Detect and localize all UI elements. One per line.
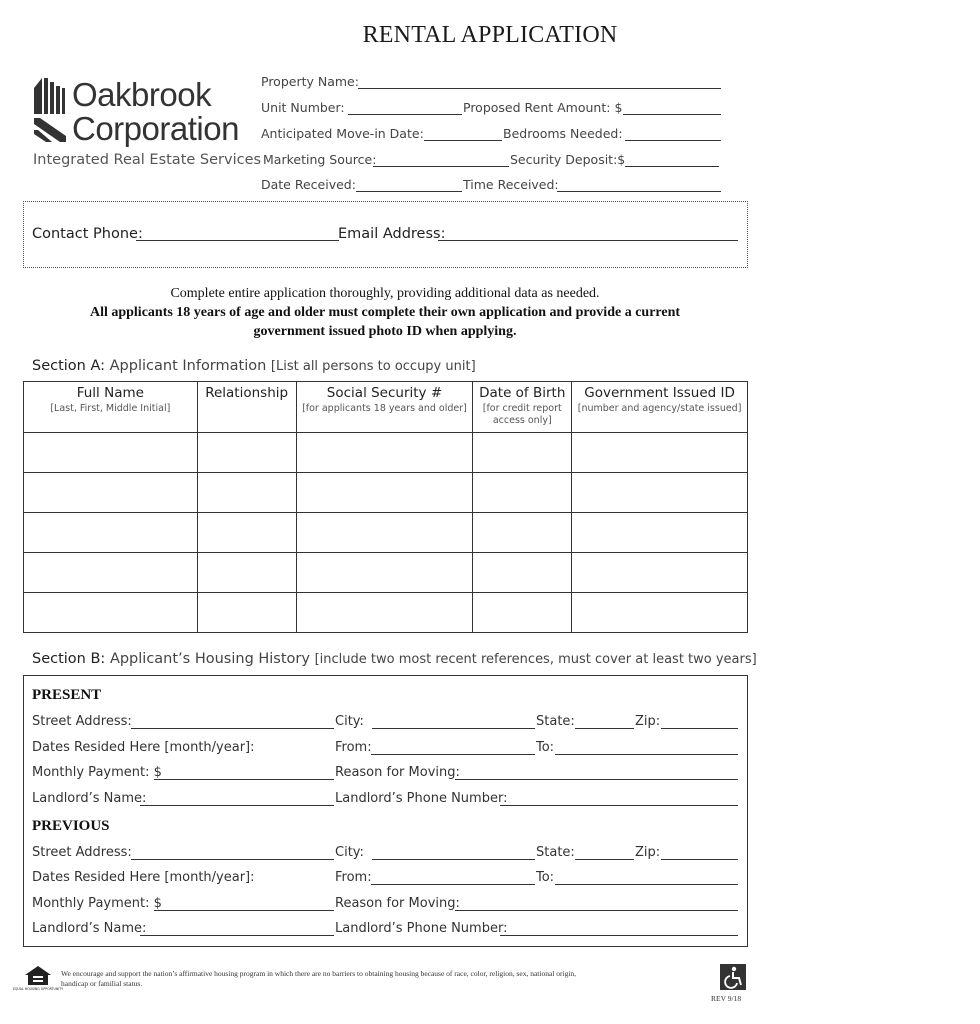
previous-dates-row: [0, 870, 770, 888]
company-logo: [32, 74, 262, 179]
present-reason-field[interactable]: [455, 779, 738, 780]
email-address-label: Email Address:: [338, 226, 446, 242]
city-label: City:: [335, 714, 364, 729]
contact-phone-label: Contact Phone:: [32, 226, 143, 242]
present-landlord-field[interactable]: [140, 805, 334, 806]
column-subtitle: [Last, First, Middle Initial]: [50, 403, 171, 414]
landlord-phone-label: Landlord’s Phone Number:: [335, 791, 508, 806]
dates-resided-label: Dates Resided Here [month/year]:: [32, 740, 255, 755]
relationship-cell[interactable]: [197, 433, 296, 473]
city-label: City:: [335, 845, 364, 860]
column-subtitle: [for credit report access only]: [482, 403, 562, 426]
section-a-note: [List all persons to occupy unit]: [270, 359, 476, 374]
section-b-heading: [32, 651, 757, 667]
present-city-field[interactable]: [372, 728, 535, 729]
previous-from-field[interactable]: [371, 884, 535, 885]
zip-label: Zip:: [635, 845, 661, 860]
security-deposit-field[interactable]: [625, 166, 719, 167]
present-payment-field[interactable]: [154, 779, 334, 780]
time-received-label: Time Received:: [463, 177, 559, 192]
previous-to-field[interactable]: [555, 884, 738, 885]
column-title: Relationship: [205, 385, 289, 401]
present-dates-row: [0, 740, 770, 758]
present-street-field[interactable]: [131, 728, 334, 729]
full-name-cell[interactable]: [24, 553, 198, 593]
logo-tagline: Integrated Real Estate Services: [33, 152, 262, 168]
marketing-row: [263, 152, 721, 170]
present-heading: PRESENT: [32, 687, 102, 703]
landlord-phone-label: Landlord’s Phone Number:: [335, 921, 508, 936]
time-received-field[interactable]: [557, 191, 721, 192]
logo-name-line1: Oakbrook: [72, 76, 212, 113]
ssn-cell[interactable]: [296, 593, 473, 633]
dob-cell[interactable]: [473, 433, 572, 473]
street-address-label: Street Address:: [32, 714, 132, 729]
full-name-cell[interactable]: [24, 593, 198, 633]
previous-reason-field[interactable]: [455, 910, 738, 911]
table-row: [24, 593, 748, 633]
ssn-cell[interactable]: [296, 513, 473, 553]
state-label: State:: [536, 714, 575, 729]
street-address-label: Street Address:: [32, 845, 132, 860]
present-landlord-phone-field[interactable]: [500, 805, 738, 806]
proposed-rent-label: Proposed Rent Amount: $: [463, 100, 623, 115]
table-row: [24, 513, 748, 553]
column-social-security: [296, 382, 473, 433]
column-title: Government Issued ID: [584, 385, 735, 401]
ssn-cell[interactable]: [296, 433, 473, 473]
previous-payment-row: [0, 896, 770, 914]
move-in-row: [261, 126, 721, 144]
property-name-row: [261, 74, 721, 92]
previous-landlord-field[interactable]: [140, 935, 334, 936]
column-full-name: [24, 382, 198, 433]
logo-name-line2: Corporation: [72, 110, 239, 147]
to-label: To:: [536, 870, 555, 885]
section-a-title: Applicant Information: [109, 358, 267, 374]
state-label: State:: [536, 845, 575, 860]
column-relationship: [197, 382, 296, 433]
table-row: [24, 553, 748, 593]
gov-id-cell[interactable]: [572, 553, 748, 593]
marketing-source-label: Marketing Source:: [263, 152, 377, 167]
column-title: Date of Birth: [479, 385, 566, 401]
unit-number-label: Unit Number:: [261, 100, 345, 115]
previous-landlord-phone-field[interactable]: [500, 935, 738, 936]
from-label: From:: [335, 870, 372, 885]
column-title: Social Security #: [326, 385, 443, 401]
property-name-field[interactable]: [358, 88, 721, 89]
present-to-field[interactable]: [555, 754, 738, 755]
monthly-payment-label: Monthly Payment: $: [32, 765, 162, 780]
page-title: RENTAL APPLICATION: [362, 22, 618, 48]
eho-caption: EQUAL HOUSING OPPORTUNITY: [12, 987, 64, 991]
dob-cell[interactable]: [473, 593, 572, 633]
section-b-title: Applicant’s Housing History: [109, 651, 310, 667]
present-street-row: [0, 714, 770, 732]
present-landlord-row: [0, 791, 770, 809]
applicant-table: [23, 381, 748, 633]
bedrooms-label: Bedrooms Needed:: [503, 126, 623, 141]
previous-city-field[interactable]: [372, 859, 535, 860]
dates-resided-label: Dates Resided Here [month/year]:: [32, 870, 255, 885]
previous-street-field[interactable]: [131, 859, 334, 860]
dob-cell[interactable]: [473, 513, 572, 553]
present-from-field[interactable]: [371, 754, 535, 755]
property-name-label: Property Name:: [261, 74, 359, 89]
ssn-cell[interactable]: [296, 473, 473, 513]
zip-label: Zip:: [635, 714, 661, 729]
move-in-date-field[interactable]: [424, 140, 502, 141]
unit-number-field[interactable]: [348, 114, 462, 115]
column-subtitle: [number and agency/state issued]: [577, 403, 742, 414]
reason-moving-label: Reason for Moving:: [335, 896, 460, 911]
relationship-cell[interactable]: [197, 513, 296, 553]
equal-housing-icon: [12, 965, 64, 995]
security-deposit-label: Security Deposit:$: [510, 152, 626, 167]
column-date-of-birth: [473, 382, 572, 433]
previous-payment-field[interactable]: [154, 910, 334, 911]
present-state-field[interactable]: [575, 728, 634, 729]
column-subtitle: [for applicants 18 years and older]: [302, 403, 467, 414]
contact-phone-field[interactable]: [136, 240, 339, 241]
date-received-field[interactable]: [356, 191, 462, 192]
previous-zip-field[interactable]: [661, 859, 738, 860]
section-a-heading: [32, 358, 476, 374]
equal-housing-statement: We encourage and support the nation’s affirmative housing program in which there are no barriers to obtaining housing because of race, color, religion, sex, national origin, handicap or familial status.: [61, 969, 577, 988]
email-address-field[interactable]: [438, 240, 738, 241]
section-a-label: Section A:: [32, 358, 106, 374]
unit-rent-row: [261, 100, 721, 118]
gov-id-cell[interactable]: [572, 473, 748, 513]
gov-id-cell[interactable]: [572, 513, 748, 553]
date-received-label: Date Received:: [261, 177, 356, 192]
move-in-date-label: Anticipated Move-in Date:: [261, 126, 424, 141]
gov-id-cell[interactable]: [572, 433, 748, 473]
table-row: [24, 433, 748, 473]
ssn-cell[interactable]: [296, 553, 473, 593]
landlord-name-label: Landlord’s Name:: [32, 921, 147, 936]
date-received-row: [261, 177, 721, 195]
section-b-note: [include two most recent references, must cover at least two years]: [314, 652, 757, 667]
present-payment-row: [0, 765, 770, 783]
column-title: Full Name: [76, 385, 144, 401]
revision-label: REV 9/18: [711, 994, 742, 1003]
proposed-rent-field[interactable]: [623, 114, 721, 115]
instruction-line2: All applicants 18 years of age and older must complete their own application and provide a current: [89, 305, 681, 320]
full-name-cell[interactable]: [24, 513, 198, 553]
reason-moving-label: Reason for Moving:: [335, 765, 460, 780]
full-name-cell[interactable]: [24, 473, 198, 513]
relationship-cell[interactable]: [197, 593, 296, 633]
landlord-name-label: Landlord’s Name:: [32, 791, 147, 806]
dob-cell[interactable]: [473, 553, 572, 593]
oakbrook-logo-icon: [32, 74, 68, 146]
instruction-line3: government issued photo ID when applying.: [253, 324, 517, 339]
previous-state-field[interactable]: [575, 859, 634, 860]
column-government-id: [572, 382, 748, 433]
gov-id-cell[interactable]: [572, 593, 748, 633]
relationship-cell[interactable]: [197, 473, 296, 513]
instruction-line1: Complete entire application thoroughly, providing additional data as needed.: [170, 286, 600, 301]
dob-cell[interactable]: [473, 473, 572, 513]
present-zip-field[interactable]: [661, 728, 738, 729]
section-b-label: Section B:: [32, 651, 106, 667]
previous-street-row: [0, 845, 770, 863]
relationship-cell[interactable]: [197, 553, 296, 593]
bedrooms-field[interactable]: [625, 140, 721, 141]
from-label: From:: [335, 740, 372, 755]
table-row: [24, 473, 748, 513]
to-label: To:: [536, 740, 555, 755]
marketing-source-field[interactable]: [373, 166, 509, 167]
contact-box: [23, 201, 748, 268]
monthly-payment-label: Monthly Payment: $: [32, 896, 162, 911]
previous-heading: PREVIOUS: [32, 818, 110, 834]
previous-landlord-row: [0, 921, 770, 939]
full-name-cell[interactable]: [24, 433, 198, 473]
accessibility-icon: [720, 964, 746, 990]
